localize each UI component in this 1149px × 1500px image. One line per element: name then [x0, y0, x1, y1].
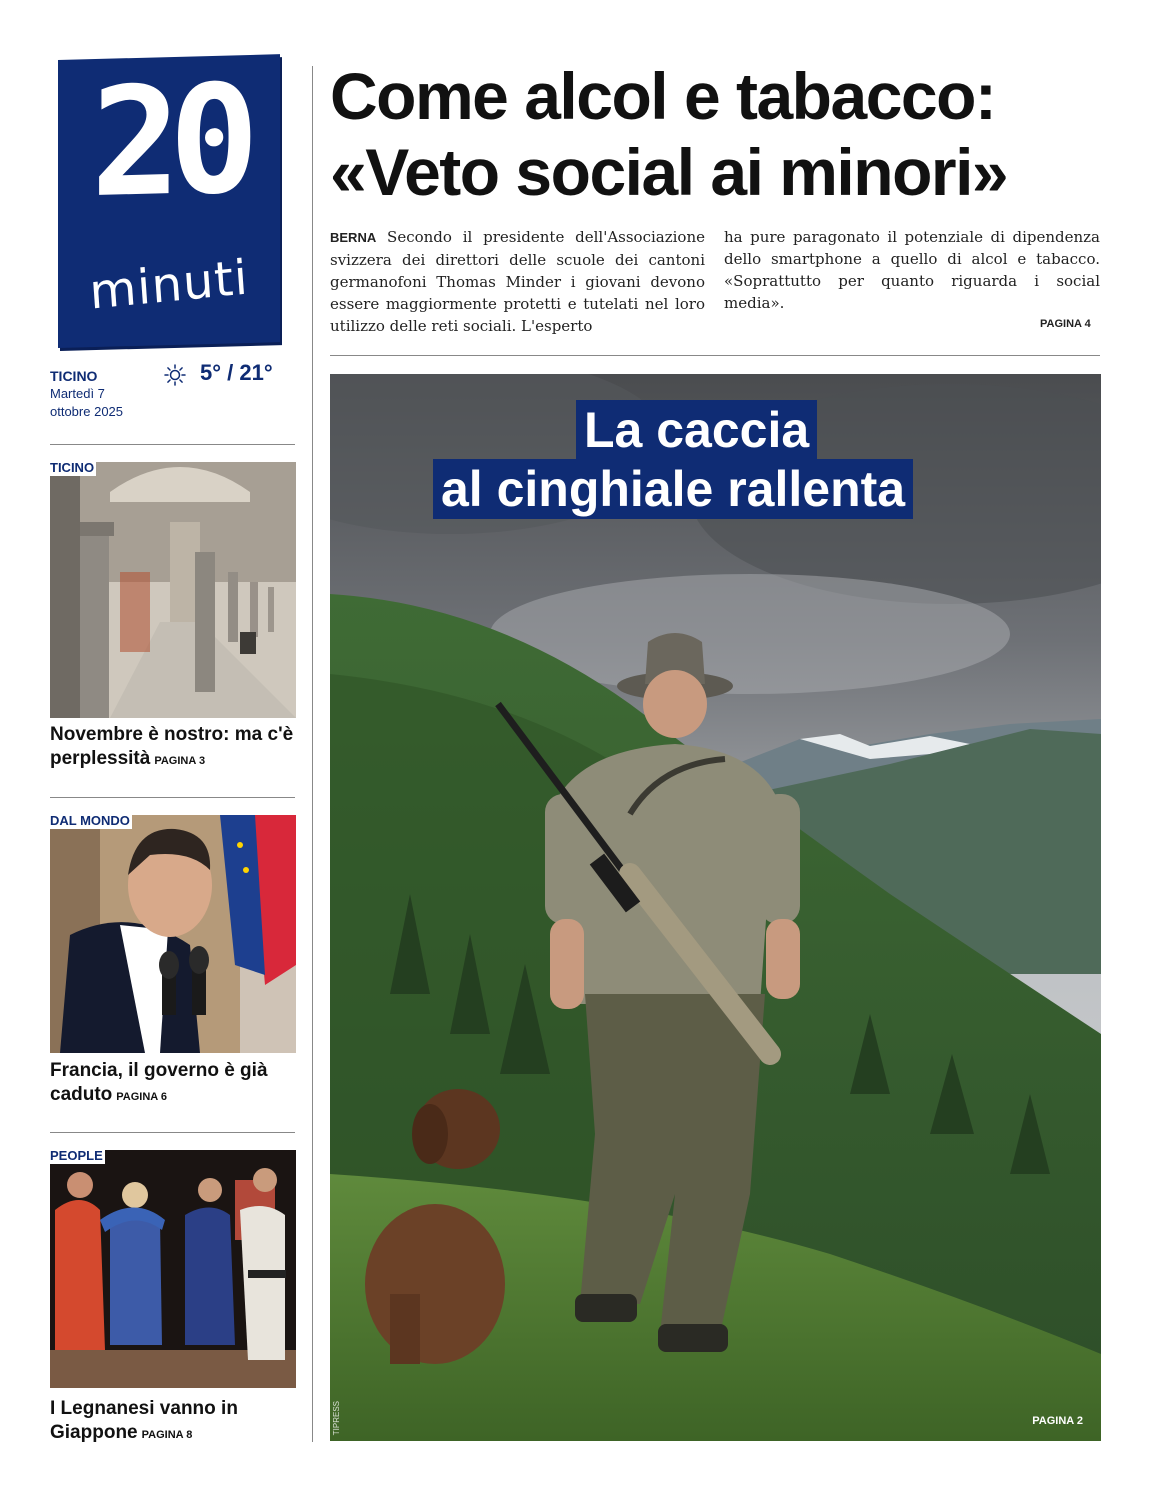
- hero-image-hunter: [330, 374, 1101, 1441]
- divider: [330, 355, 1100, 356]
- edition-region: TICINO: [50, 368, 98, 384]
- divider: [50, 444, 295, 445]
- lead-body-text-1: Secondo il presidente dell'Associazione svizzera dei direttori delle scuole dei cantoni germanofoni Thomas Minder i giovani devono essere maggiormente protetti e tutelati nel loro utilizzo delle reti sociali. L'esperto: [330, 228, 705, 335]
- teaser-title-dal-mondo[interactable]: [50, 1059, 300, 1109]
- date-weekday: Martedì 7: [50, 386, 105, 401]
- teaser-tag-dal-mondo: DAL MONDO: [50, 813, 130, 828]
- photo-credit: TIPRESS: [332, 1400, 341, 1435]
- lead-body-column-2: [724, 226, 1100, 314]
- teaser-photo-arcade[interactable]: [50, 462, 296, 718]
- column-divider: [312, 66, 313, 1442]
- teaser-photo-stage[interactable]: [50, 1150, 296, 1388]
- lead-page-ref: PAGINA 4: [1040, 318, 1091, 330]
- teaser-page-ref: PAGINA 8: [141, 1429, 193, 1441]
- lead-headline-line-2: «Veto social ai minori»: [330, 135, 1008, 209]
- logo-number: 20: [90, 53, 248, 232]
- hero-title-line-1: La caccia: [576, 400, 817, 460]
- divider: [50, 1132, 295, 1133]
- teaser-title-people[interactable]: [50, 1397, 300, 1447]
- hero-page-ref: PAGINA 2: [1032, 1415, 1083, 1427]
- teaser-page-ref: PAGINA 3: [154, 755, 206, 767]
- sun-icon: [164, 364, 186, 386]
- divider: [50, 797, 295, 798]
- lead-headline[interactable]: [330, 58, 1130, 210]
- logo-word: minuti: [87, 249, 251, 321]
- lead-headline-line-1: Come alcol e tabacco:: [330, 59, 996, 133]
- teaser-headline: Francia, il governo è già caduto: [50, 1060, 268, 1105]
- lead-body-text-2: ha pure paragonato il potenziale di dipendenza dello smartphone a quello di alcol e tabacco. «Soprattutto per quanto riguarda i social media».: [724, 228, 1100, 312]
- teaser-tag-ticino: TICINO: [50, 460, 95, 475]
- teaser-photo-politician[interactable]: [50, 815, 296, 1071]
- hero-title-line-2: al cinghiale rallenta: [433, 459, 913, 519]
- teaser-page-ref: PAGINA 6: [116, 1091, 168, 1103]
- teaser-tag-people: PEOPLE: [50, 1148, 103, 1163]
- teaser-title-ticino[interactable]: [50, 723, 300, 773]
- lead-body-column-1: [330, 226, 705, 337]
- lead-dateline: BERNA: [330, 230, 377, 245]
- hero-photo[interactable]: [330, 374, 1101, 1441]
- teaser-headline: Novembre è nostro: ma c'è perplessità: [50, 724, 294, 769]
- newspaper-logo[interactable]: [58, 54, 280, 348]
- teaser-headline: I Legnanesi vanno in Giappone: [50, 1398, 238, 1443]
- date-month-year: ottobre 2025: [50, 404, 124, 419]
- temperature: 5° / 21°: [200, 360, 273, 385]
